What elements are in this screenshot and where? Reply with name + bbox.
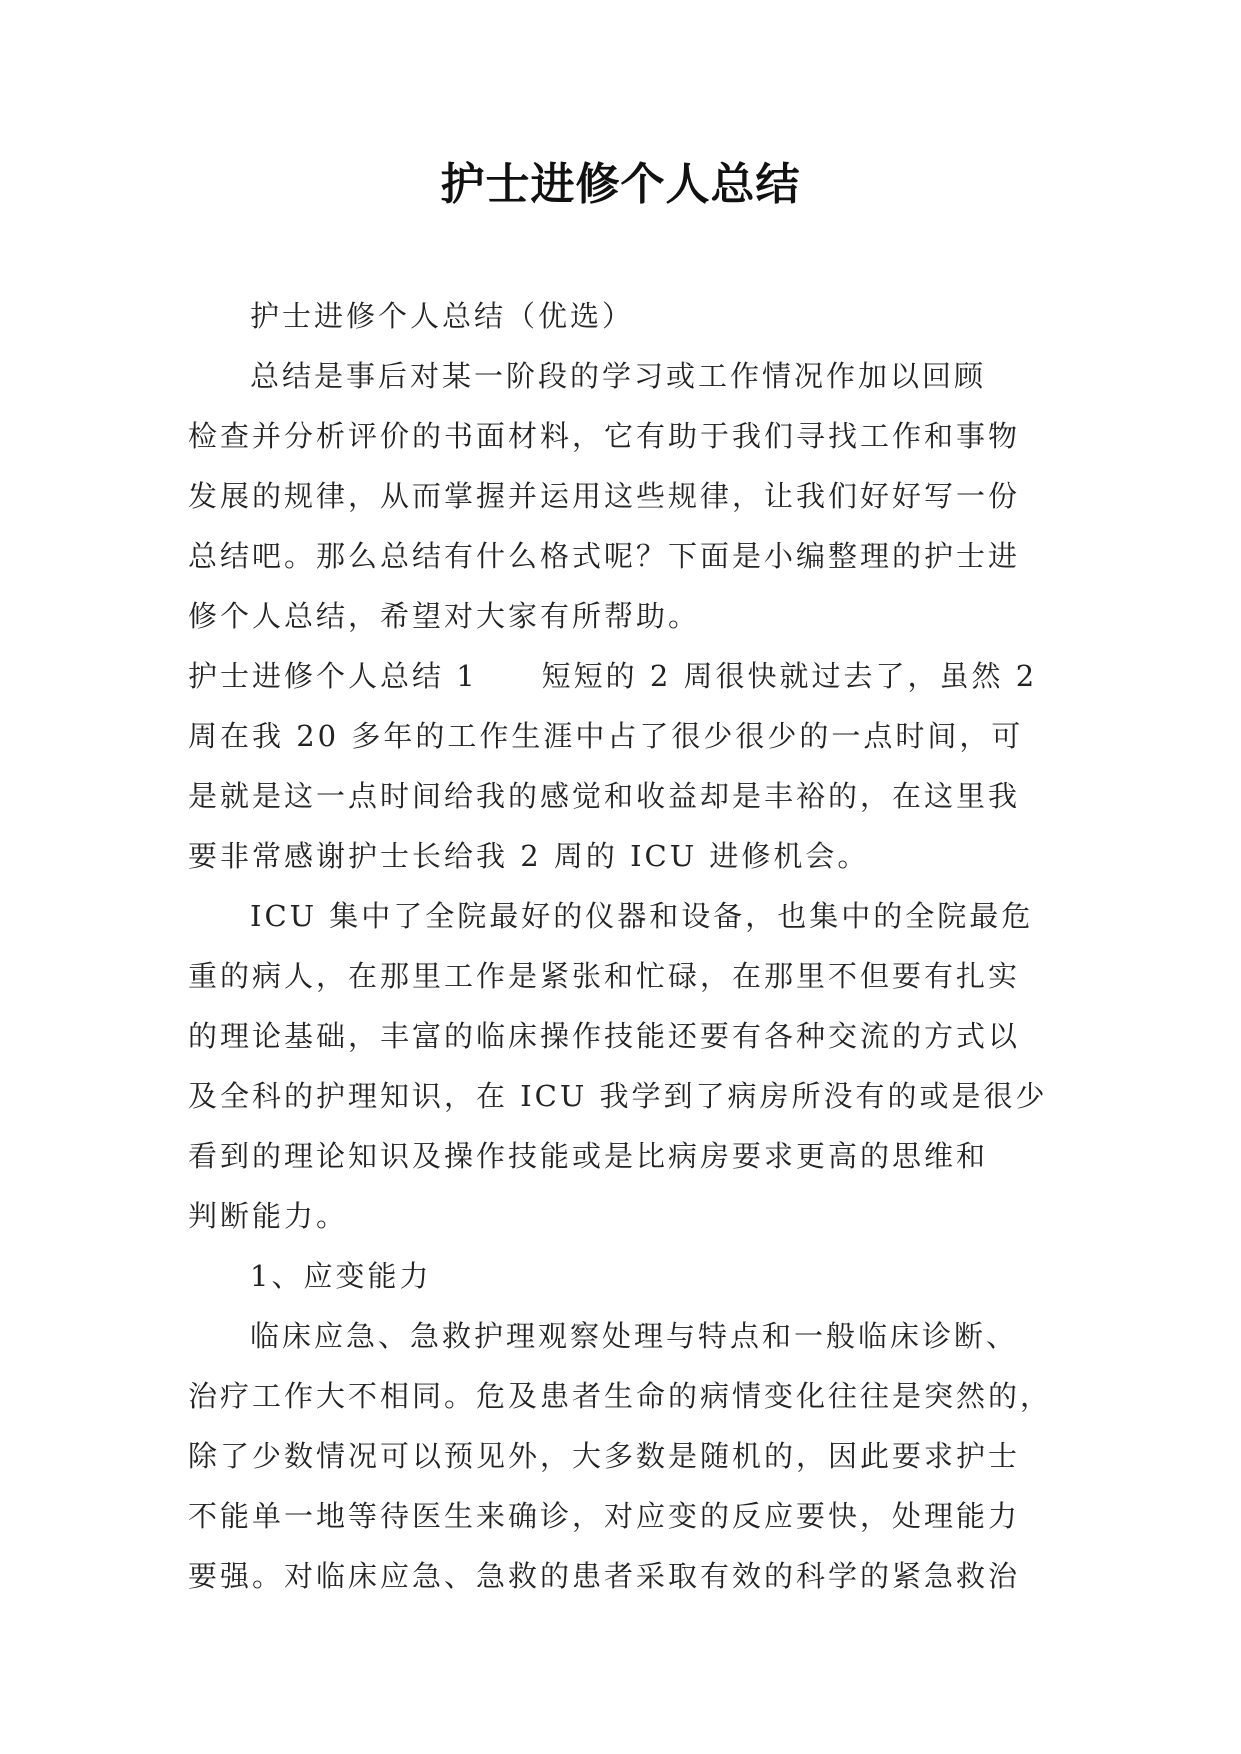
body-line: 及全科的护理知识，在 ICU 我学到了病房所没有的或是很少 (188, 1079, 1048, 1113)
body-line: 总结是事后对某一阶段的学习或工作情况作加以回顾 (250, 359, 987, 393)
body-line: 要强。对临床应急、急救的患者采取有效的科学的紧急救治 (188, 1559, 1021, 1593)
body-line: 不能单一地等待医生来确诊，对应变的反应要快，处理能力 (188, 1499, 1021, 1533)
body-line: 要非常感谢护士长给我 2 周的 ICU 进修机会。 (188, 839, 870, 873)
body-line: 护士进修个人总结（优选） (250, 299, 635, 333)
document-body (188, 286, 1053, 1606)
body-line: 的理论基础，丰富的临床操作技能还要有各种交流的方式以 (188, 1019, 1021, 1053)
body-line: 护士进修个人总结 1 短短的 2 周很快就过去了，虽然 2 (188, 659, 1038, 693)
body-line: 发展的规律，从而掌握并运用这些规律，让我们好好写一份 (188, 479, 1021, 513)
body-line: 总结吧。那么总结有什么格式呢？下面是小编整理的护士进 (188, 539, 1021, 573)
body-line: 周在我 20 多年的工作生涯中占了很少很少的一点时间，可 (188, 719, 1024, 753)
body-line: 除了少数情况可以预见外，大多数是随机的，因此要求护士 (188, 1439, 1021, 1473)
body-line: ICU 集中了全院最好的仪器和设备，也集中的全院最危 (250, 899, 1034, 933)
body-line: 检查并分析评价的书面材料，它有助于我们寻找工作和事物 (188, 419, 1021, 453)
body-line: 看到的理论知识及操作技能或是比病房要求更高的思维和 (188, 1139, 989, 1173)
document-title: 护士进修个人总结 (440, 159, 801, 210)
body-line: 临床应急、急救护理观察处理与特点和一般临床诊断、 (250, 1319, 1019, 1353)
body-line: 治疗工作大不相同。危及患者生命的病情变化往往是突然的， (188, 1379, 1053, 1413)
body-line: 是就是这一点时间给我的感觉和收益却是丰裕的，在这里我 (188, 779, 1021, 813)
body-line: 判断能力。 (188, 1199, 349, 1233)
body-line: 重的病人，在那里工作是紧张和忙碌，在那里不但要有扎实 (188, 959, 1021, 993)
body-line: 修个人总结，希望对大家有所帮助。 (188, 599, 701, 633)
section-heading: 1、应变能力 (250, 1259, 432, 1293)
